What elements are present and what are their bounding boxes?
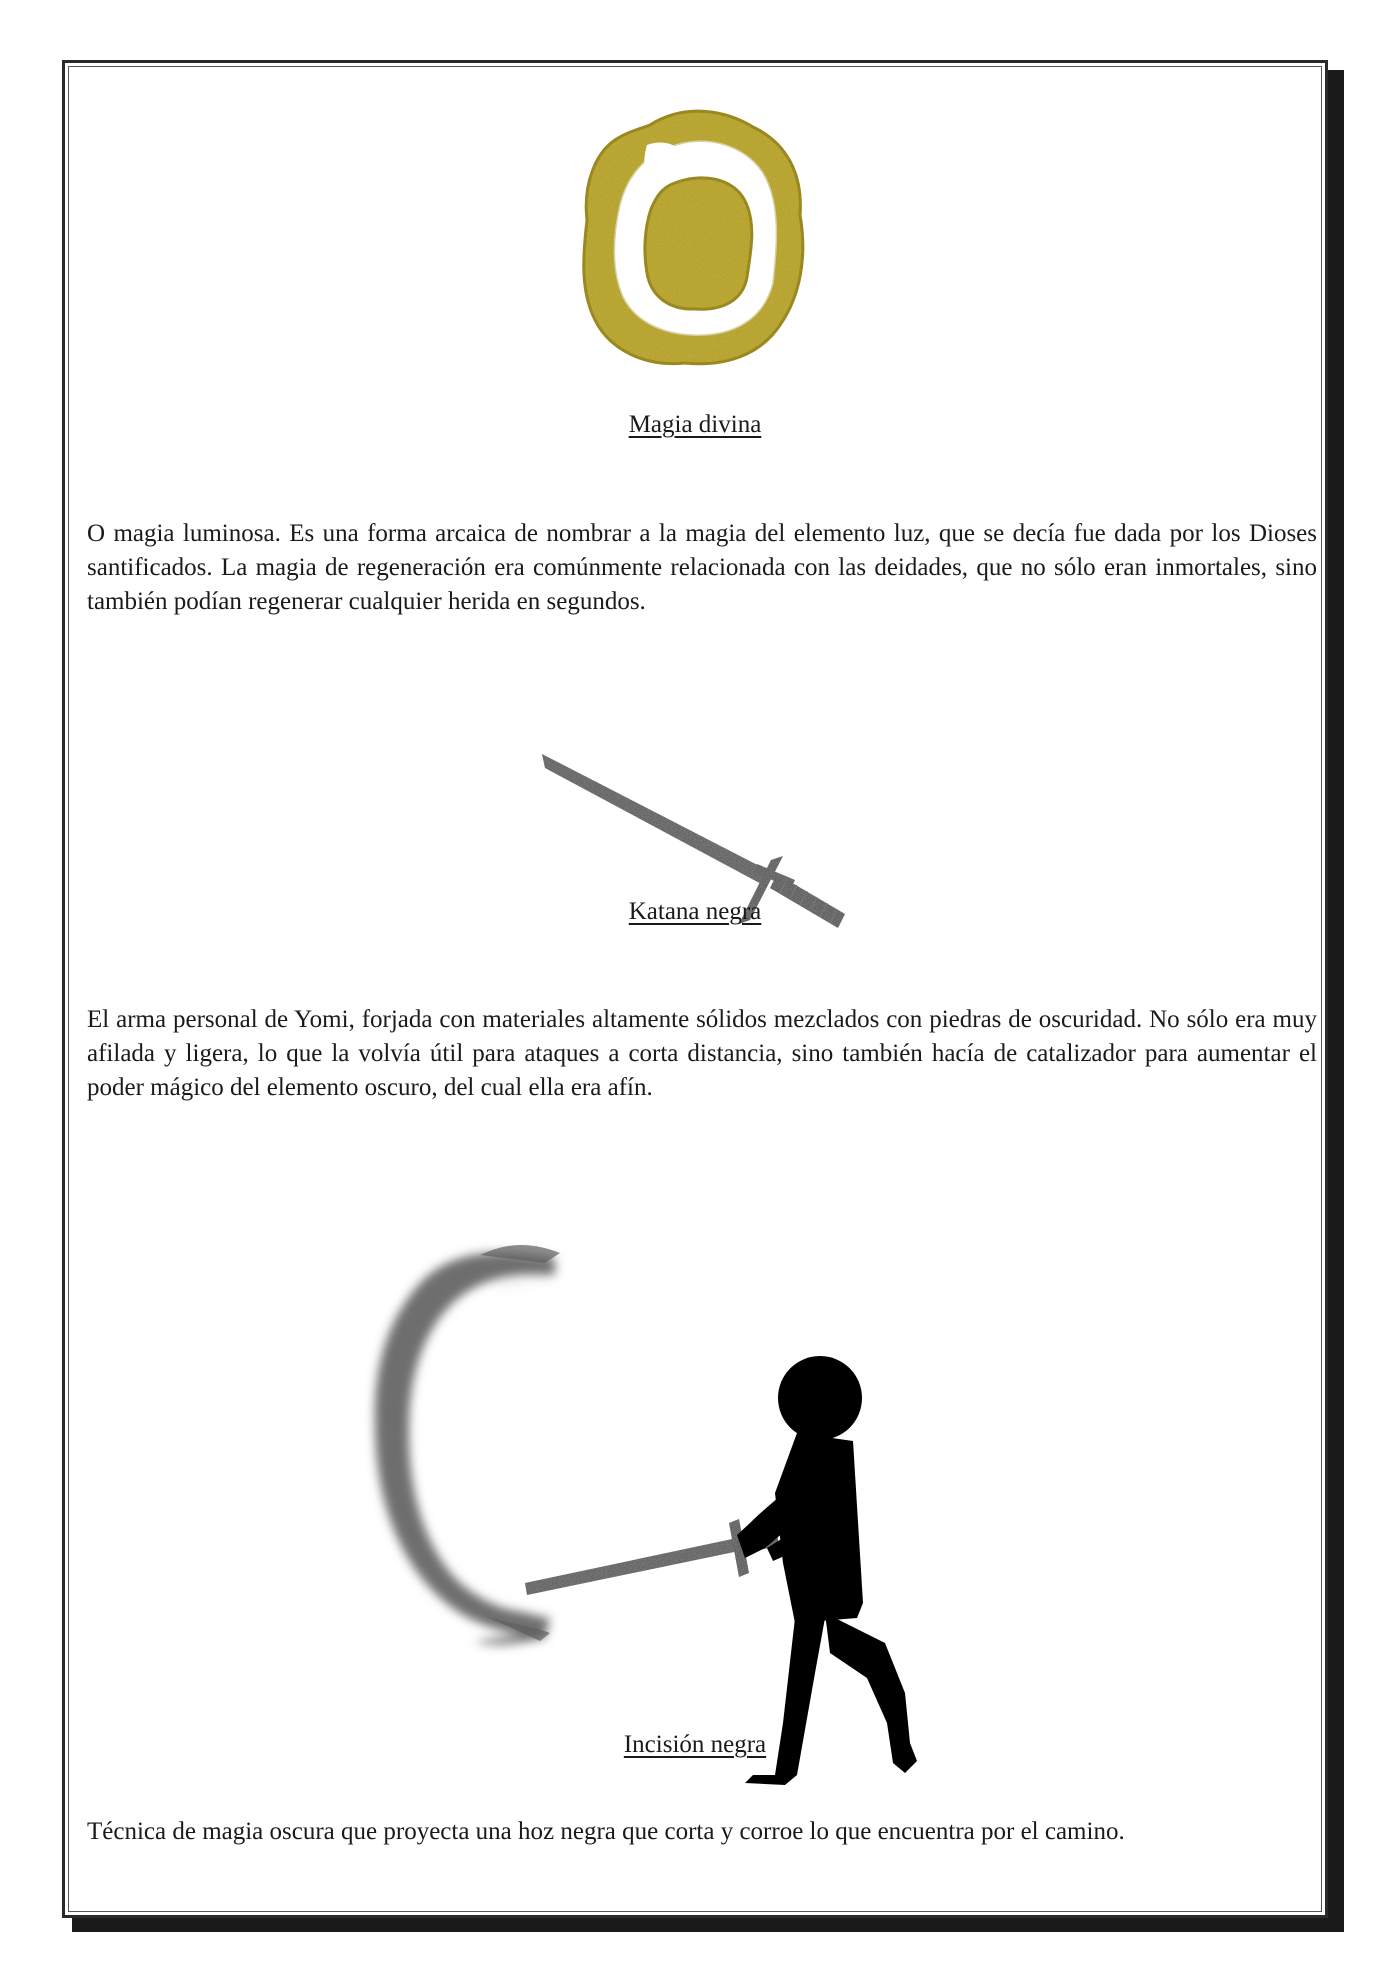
document-page bbox=[62, 60, 1328, 1918]
paragraph-incision-negra: Técnica de magia oscura que proyecta una hoz negra que corta y corroe lo que encuentra por el camino. bbox=[87, 1818, 1125, 1845]
divine-light-sigil-icon bbox=[575, 105, 815, 375]
paragraph-katana-negra: El arma personal de Yomi, forjada con materiales altamente sólidos mezclados con piedras de oscuridad. No sólo era muy afilada y ligera, lo que la volvía útil para ataques a corta distancia, sino también hacía de catalizador para aumentar el poder mágico del elemento oscuro, del cual ella era afín. bbox=[87, 1006, 1317, 1101]
paragraph-magia-divina: O magia luminosa. Es una forma arcaica de nombrar a la magia del elemento luz, que se decía fue dada por los Dioses santificados. La magia de regeneración era comúnmente relacionada con las deidades, que no sólo eran inmortales, sino también podían regenerar cualquier herida en segundos. bbox=[87, 520, 1317, 615]
black-incision-attack-icon bbox=[305, 1163, 1155, 1793]
caption-incision-negra: Incisión negra bbox=[623, 1731, 767, 1758]
caption-magia-divina: Magia divina bbox=[628, 411, 762, 438]
caption-katana-negra: Katana negra bbox=[628, 898, 762, 925]
